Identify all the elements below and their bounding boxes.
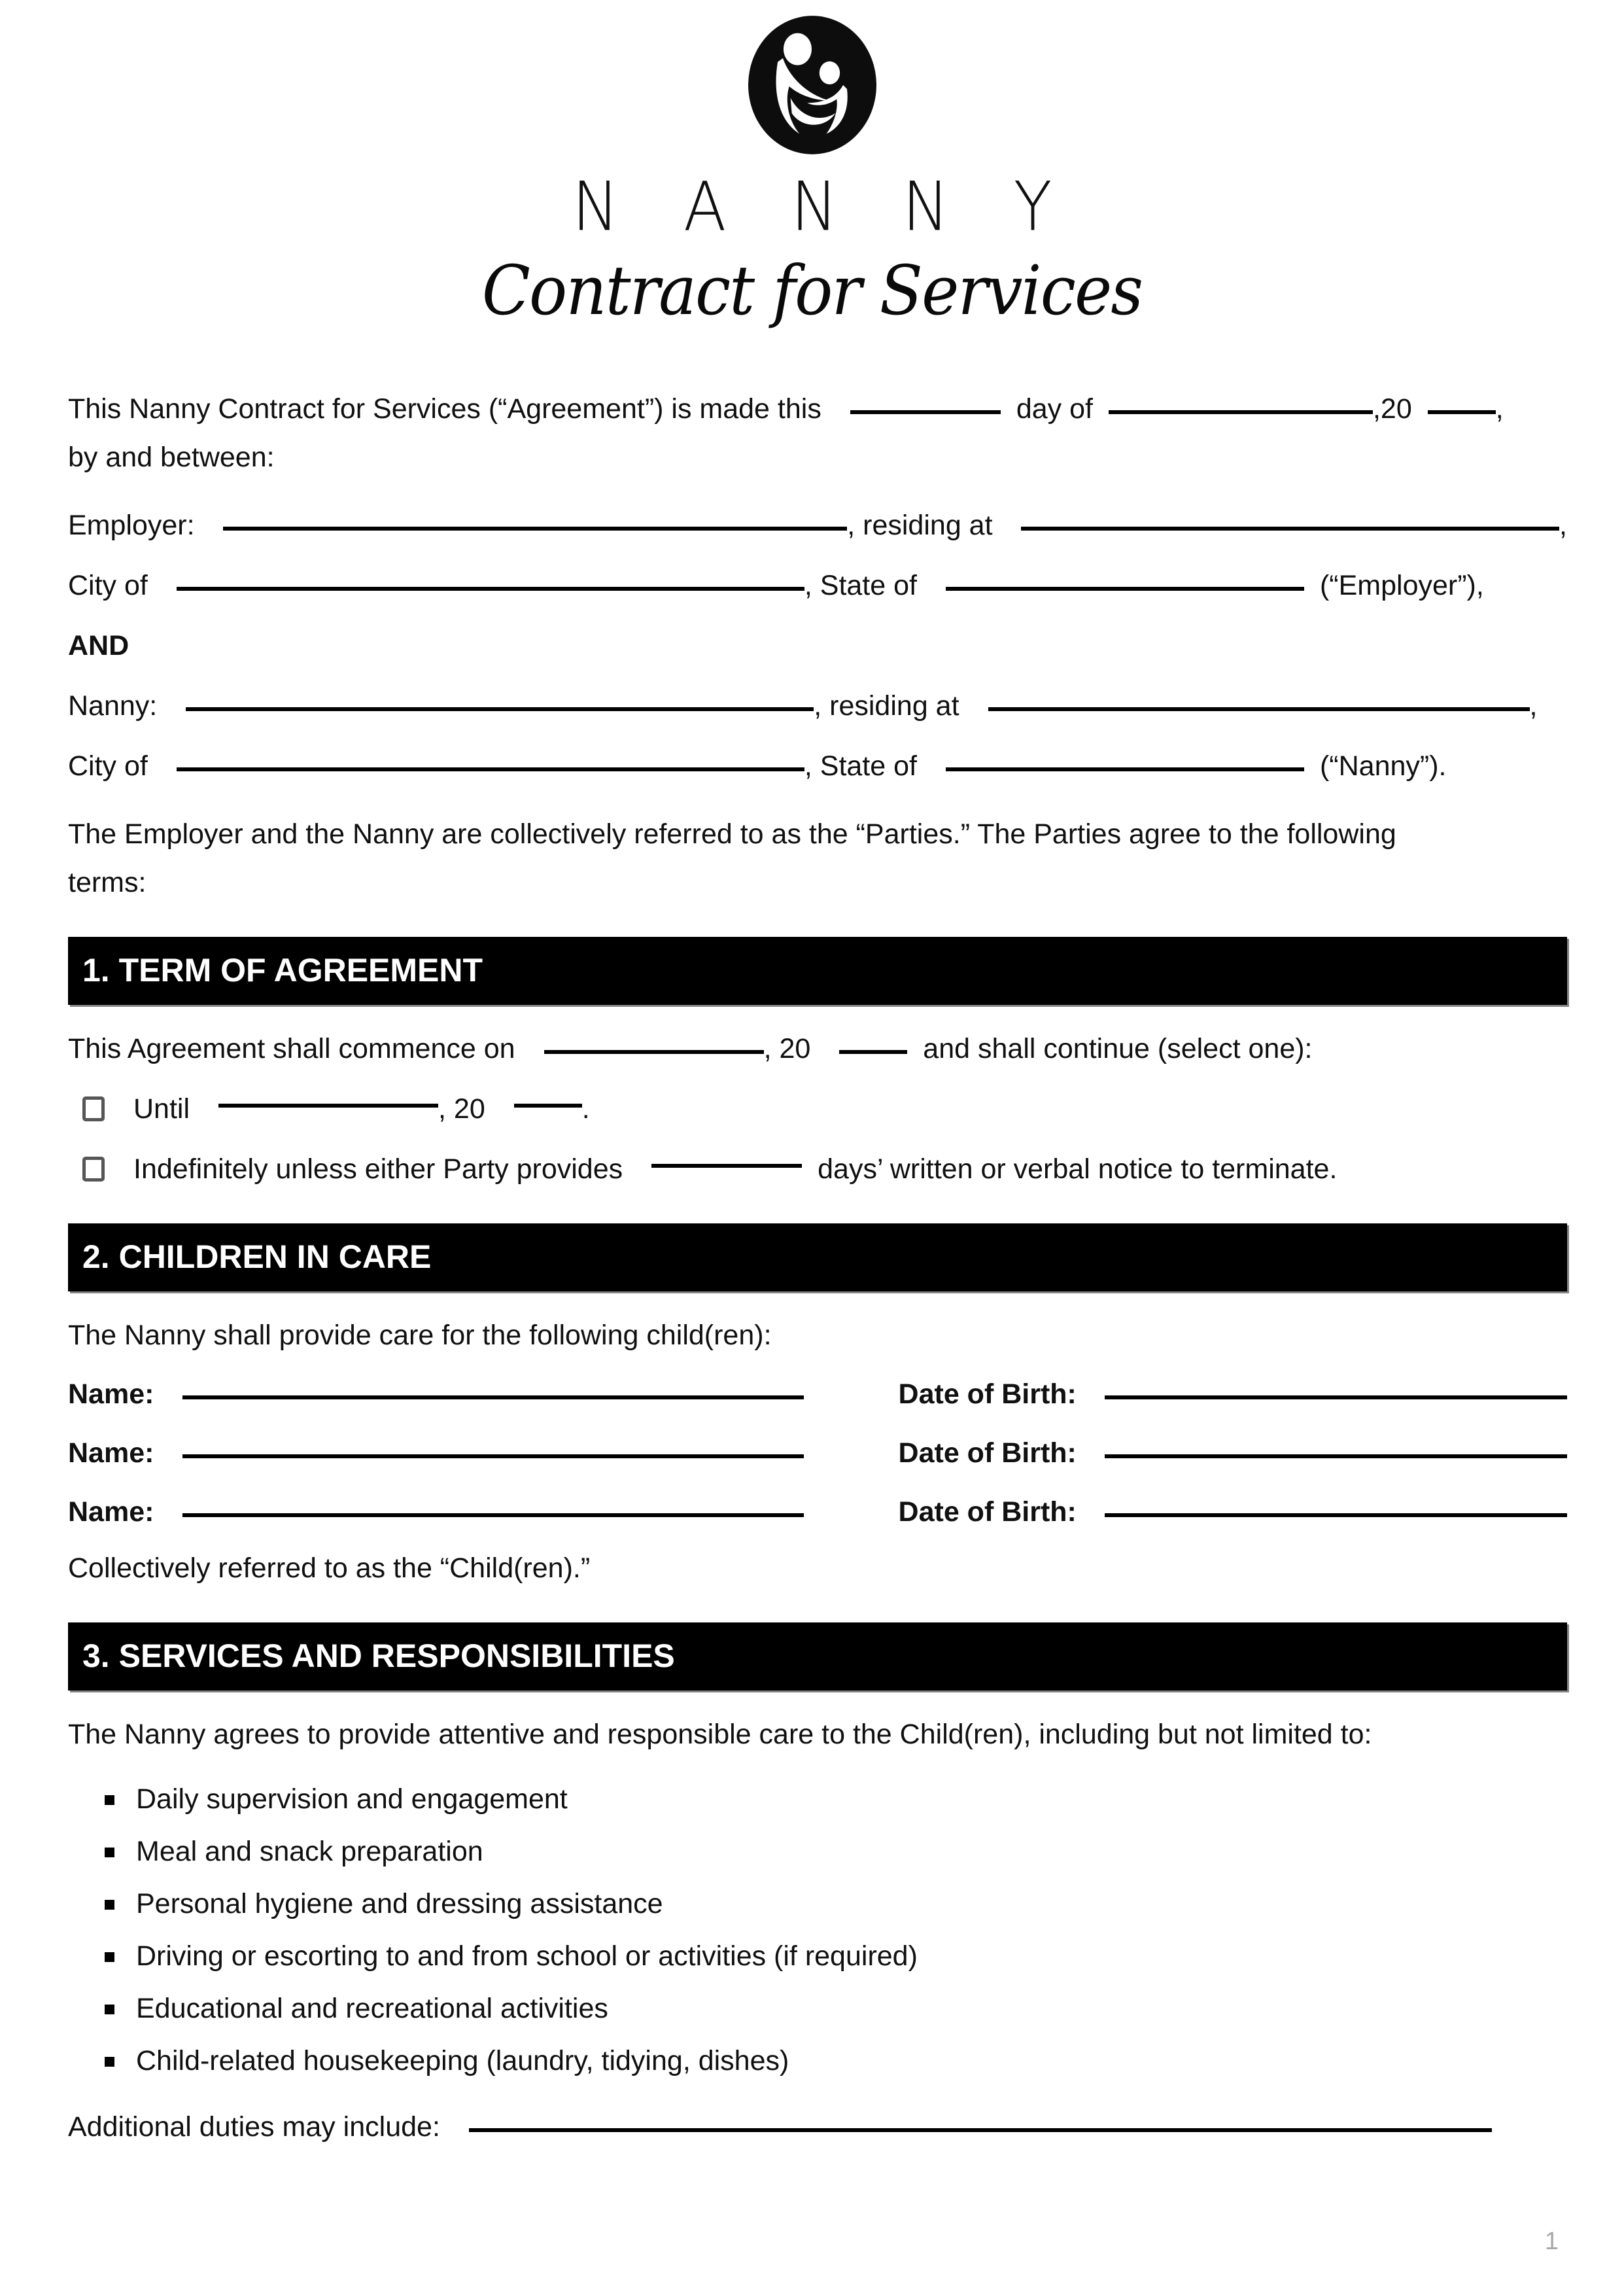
term-option-until[interactable] xyxy=(68,1085,1567,1133)
section-heading-term-of-agreement: 1. TERM OF AGREEMENT xyxy=(68,937,1567,1005)
family-silhouette-logo-icon xyxy=(748,16,876,154)
nanny-residing-label: , residing at xyxy=(814,690,959,722)
nanny-city-label: City of xyxy=(68,750,148,782)
list-item xyxy=(68,1878,1567,1930)
intro-month-blank[interactable] xyxy=(1109,410,1373,414)
bullet-square-icon xyxy=(105,2005,114,2014)
brand-title: N A N N Y xyxy=(572,167,1075,247)
until-text-c: . xyxy=(581,1093,590,1125)
bullet-square-icon xyxy=(105,1952,114,1962)
child-2-dob-blank[interactable] xyxy=(1105,1454,1567,1458)
bullet-square-icon xyxy=(105,1900,114,1910)
list-item xyxy=(68,1982,1567,2035)
child-2-name-blank[interactable] xyxy=(182,1454,804,1458)
employer-designation: (“Employer”), xyxy=(1319,570,1484,601)
until-label: Until xyxy=(133,1093,190,1125)
duty-label: Meal and snack preparation xyxy=(136,1836,483,1867)
child-3-name-label: Name: xyxy=(68,1496,154,1528)
and-label: AND xyxy=(68,630,130,661)
child-1-dob-blank[interactable] xyxy=(1105,1395,1567,1399)
list-item xyxy=(68,1773,1567,1825)
children-intro: The Nanny shall provide care for the following child(ren): xyxy=(68,1320,772,1351)
duty-label: Child-related housekeeping (laundry, tidying, dishes) xyxy=(136,2045,789,2076)
child-3-dob-blank[interactable] xyxy=(1105,1513,1567,1517)
term-option-indefinite[interactable] xyxy=(68,1145,1567,1193)
until-date-blank[interactable] xyxy=(218,1103,438,1108)
commence-year-blank[interactable] xyxy=(839,1049,907,1054)
nanny-name-label: Nanny: xyxy=(68,690,158,722)
bullet-square-icon xyxy=(105,1848,114,1857)
list-item xyxy=(68,1825,1567,1878)
intro-year-blank[interactable] xyxy=(1428,410,1496,414)
nanny-designation: (“Nanny”). xyxy=(1319,750,1447,782)
parties-paragraph: The Employer and the Nanny are collectively referred to as the “Parties.” The Parties agree to the following terms: xyxy=(68,818,1396,898)
document-body xyxy=(68,385,1567,2151)
employer-name-row xyxy=(68,501,1567,550)
brand-subtitle: Contract for Services xyxy=(481,251,1143,330)
checkbox-indefinitely[interactable] xyxy=(82,1157,105,1182)
commence-date-blank[interactable] xyxy=(544,1049,764,1054)
additional-duties-row xyxy=(68,2103,1567,2151)
duties-list xyxy=(68,1773,1567,2087)
employer-city-blank[interactable] xyxy=(177,586,804,591)
child-1-name-blank[interactable] xyxy=(182,1395,804,1399)
nanny-state-blank[interactable] xyxy=(946,767,1304,771)
intro-text-a: This Nanny Contract for Services (“Agreement”) is made this xyxy=(68,393,821,425)
nanny-state-label: , State of xyxy=(804,750,917,782)
until-text-b: , 20 xyxy=(438,1093,485,1125)
employer-state-blank[interactable] xyxy=(946,586,1304,591)
additional-duties-blank[interactable] xyxy=(469,2128,1492,2132)
additional-duties-label: Additional duties may include: xyxy=(68,2111,440,2143)
child-1-dob-label: Date of Birth: xyxy=(898,1378,1077,1410)
employer-address-blank[interactable] xyxy=(1021,526,1559,531)
list-item xyxy=(68,2035,1567,2087)
bullet-square-icon xyxy=(105,2057,114,2067)
employer-residing-trail: , xyxy=(1559,510,1567,541)
checkbox-until[interactable] xyxy=(82,1096,105,1121)
children-footer: Collectively referred to as the “Child(ren).” xyxy=(68,1552,591,1584)
child-row-1 xyxy=(68,1370,1567,1418)
nanny-city-row xyxy=(68,742,1567,790)
child-2-name-label: Name: xyxy=(68,1437,154,1469)
child-row-3 xyxy=(68,1488,1567,1536)
intro-text-c: ,20 xyxy=(1372,393,1412,425)
list-item xyxy=(68,1930,1567,1982)
employer-city-label: City of xyxy=(68,570,148,601)
logo-container xyxy=(0,16,1624,158)
duty-label: Personal hygiene and dressing assistance xyxy=(136,1888,663,1919)
duty-label: Daily supervision and engagement xyxy=(136,1783,568,1815)
indefinite-days-blank[interactable] xyxy=(651,1163,802,1168)
nanny-name-row xyxy=(68,682,1567,730)
until-year-blank[interactable] xyxy=(514,1103,582,1108)
intro-line-1 xyxy=(68,385,1567,433)
section-heading-children-in-care: 2. CHILDREN IN CARE xyxy=(68,1223,1567,1291)
duty-label: Educational and recreational activities xyxy=(136,1993,608,2024)
commence-text-c: and shall continue (select one): xyxy=(923,1033,1313,1064)
commence-text-b: , 20 xyxy=(763,1033,811,1064)
child-row-2 xyxy=(68,1429,1567,1477)
intro-text-d: , xyxy=(1495,393,1504,425)
employer-city-row xyxy=(68,561,1567,610)
indefinite-text-b: days’ written or verbal notice to terminate. xyxy=(818,1153,1338,1185)
indefinite-text-a: Indefinitely unless either Party provides xyxy=(133,1153,623,1185)
intro-line-2: by and between: xyxy=(68,442,275,473)
nanny-name-blank[interactable] xyxy=(186,707,814,711)
child-3-dob-label: Date of Birth: xyxy=(898,1496,1077,1528)
employer-name-label: Employer: xyxy=(68,510,195,541)
page-number: 1 xyxy=(1544,2228,1559,2255)
nanny-address-blank[interactable] xyxy=(988,707,1530,711)
duty-label: Driving or escorting to and from school or activities (if required) xyxy=(136,1940,918,1972)
nanny-residing-trail: , xyxy=(1529,690,1538,722)
nanny-city-blank[interactable] xyxy=(177,767,804,771)
commence-row xyxy=(68,1025,1567,1073)
commence-text-a: This Agreement shall commence on xyxy=(68,1033,515,1064)
intro-text-b: day of xyxy=(1016,393,1093,425)
bullet-square-icon xyxy=(105,1795,114,1805)
child-3-name-blank[interactable] xyxy=(182,1513,804,1517)
intro-day-blank[interactable] xyxy=(850,410,1001,414)
child-2-dob-label: Date of Birth: xyxy=(898,1437,1077,1469)
child-1-name-label: Name: xyxy=(68,1378,154,1410)
employer-name-blank[interactable] xyxy=(223,526,847,531)
employer-residing-label: , residing at xyxy=(847,510,993,541)
employer-state-label: , State of xyxy=(804,570,917,601)
services-intro: The Nanny agrees to provide attentive and responsible care to the Child(ren), including but not limited to: xyxy=(68,1719,1372,1750)
section-heading-services-responsibilities: 3. SERVICES AND RESPONSIBILITIES xyxy=(68,1622,1567,1691)
